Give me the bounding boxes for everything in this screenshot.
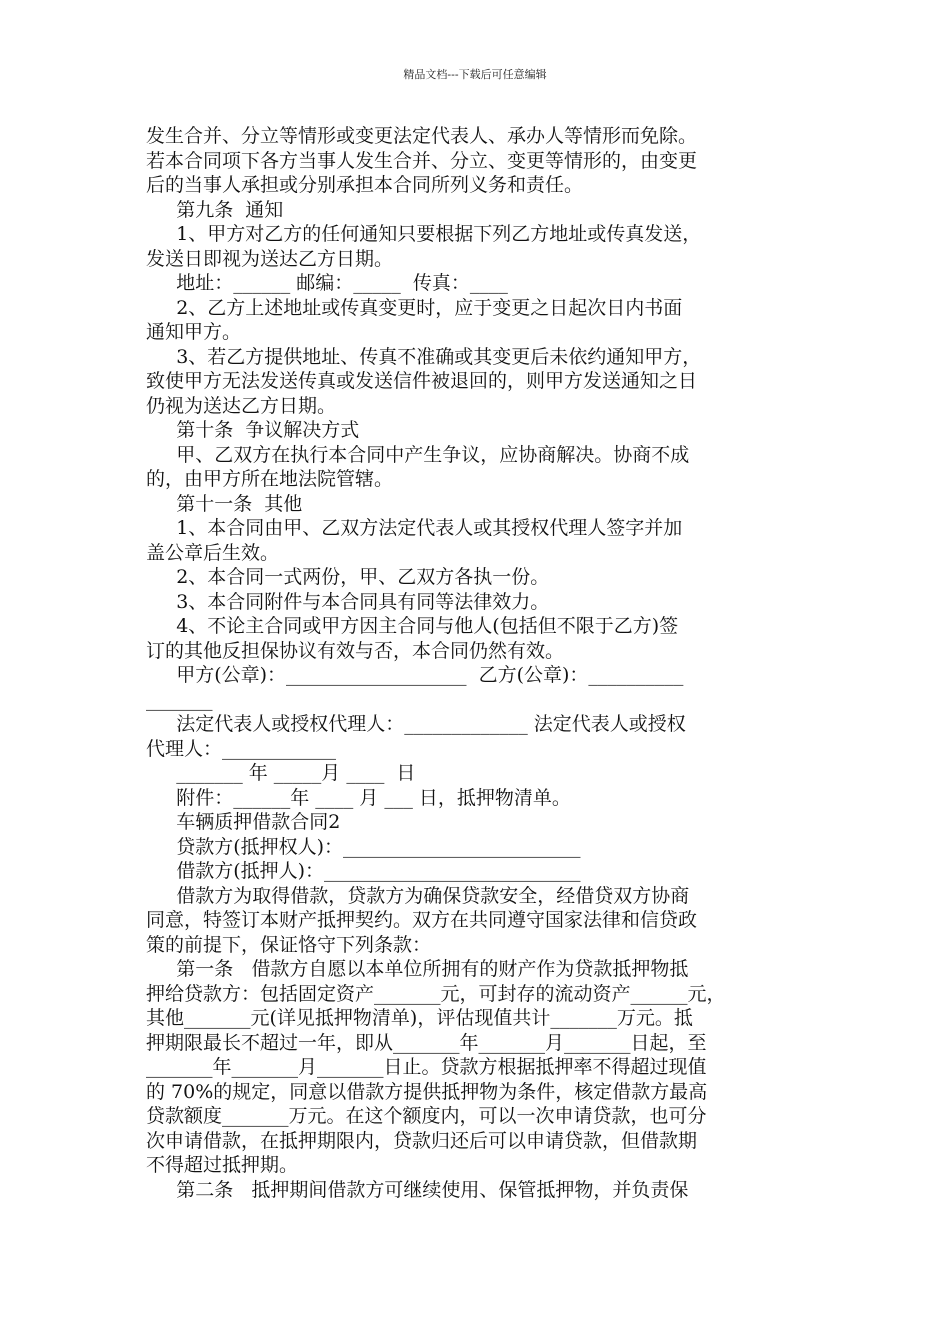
text-line: 策的前提下，保证恪守下列条款： [146,933,432,956]
text-line: 第九条 通知 [146,198,284,221]
text-line: 其他_______元(详见抵押物清单)，评估现值共计_______万元。抵 [146,1007,693,1029]
text-line: 发生合并、分立等情形或变更法定代表人、承办人等情形而免除。 [146,125,698,147]
text-line: 4、不论主合同或甲方因主合同与他人(包括但不限于乙方)签 [146,615,679,637]
text-line: 借款方(抵押人)：___________________________ [146,860,581,882]
text-line: 代理人：____________ [146,737,337,760]
text-line: 附件：______年 ____ 月 ___ 日，抵押物清单。 [146,786,571,809]
text-line: 第十一条 其他 [146,492,303,515]
text-line: _______ 年 _____月 ____ 日 [146,762,416,784]
text-line: 次申请借款，在抵押期限内，贷款归还后可以申请贷款，但借款期 [146,1129,698,1152]
text-line: 通知甲方。 [146,321,242,343]
text-line: 3、若乙方提供地址、传真不准确或其变更后未依约通知甲方， [146,345,702,368]
text-line: 的 70%的规定，同意以借款方提供抵押物为条件，核定借款方最高 [146,1080,708,1103]
text-line: 1、甲方对乙方的任何通知只要根据下列乙方地址或传真发送， [146,223,702,245]
text-line: 发送日即视为送达乙方日期。 [146,247,394,270]
text-line: 盖公章后生效。 [146,541,280,564]
text-line: 第一条 借款方自愿以本单位所拥有的财产作为贷款抵押物抵 [146,958,689,980]
text-line: 订的其他反担保协议有效与否，本合同仍然有效。 [146,639,565,662]
text-line: 法定代表人或授权代理人：_____________ 法定代表人或授权 [146,713,686,735]
text-line: 2、本合同一式两份，甲、乙双方各执一份。 [146,566,550,588]
text-line: 致使甲方无法发送传真或发送信件被退回的，则甲方发送通知之日 [146,370,698,392]
text-line: 押期限最长不超过一年，即从_______年_______月_______日起，至 [146,1031,707,1054]
text-line: 押给贷款方：包括固定资产_______元，可封存的流动资产______元， [146,982,726,1005]
text-line: 后的当事人承担或分别承担本合同所列义务和责任。 [146,174,584,196]
text-line: 甲方(公章)：___________________ 乙方(公章)：__________ [146,664,684,686]
text-line: _______年_______月_______日止。贷款方根据抵押率不得超过现值 [146,1056,707,1078]
text-line: 借款方为取得借款，贷款方为确保贷款安全，经借贷双方协商 [146,884,690,907]
text-line: 3、本合同附件与本合同具有同等法律效力。 [146,590,550,613]
text-line: 2、乙方上述地址或传真变更时，应于变更之日起次日内书面 [146,296,683,319]
text-line: 仍视为送达乙方日期。 [146,394,337,417]
text-line: 同意，特签订本财产抵押契约。双方在共同遵守国家法律和信贷政 [146,909,698,931]
text-line: 贷款方(抵押权人)：_________________________ [146,835,581,858]
text-line: 1、本合同由甲、乙双方法定代表人或其授权代理人签字并加 [146,517,683,539]
text-line: 车辆质押借款合同2 [146,811,341,833]
text-line: 第十条 争议解决方式 [146,419,360,441]
text-line: 地址：______ 邮编：_____ 传真：____ [146,272,508,294]
text-line: 贷款额度_______万元。在这个额度内，可以一次申请贷款，也可分 [146,1105,707,1127]
text-line: 的，由甲方所在地法院管辖。 [146,468,394,490]
text-line: 第二条 抵押期间借款方可继续使用、保管抵押物，并负责保 [146,1178,689,1201]
text-line: 若本合同项下各方当事人发生合并、分立、变更等情形的，由变更 [146,149,698,172]
text-line: _______ [146,688,213,711]
text-line: 甲、乙双方在执行本合同中产生争议，应协商解决。协商不成 [146,443,690,466]
document-body [146,124,812,1202]
text-line: 不得超过抵押期。 [146,1154,299,1176]
page-header: 精品文档---下载后可任意编辑 [403,68,547,81]
